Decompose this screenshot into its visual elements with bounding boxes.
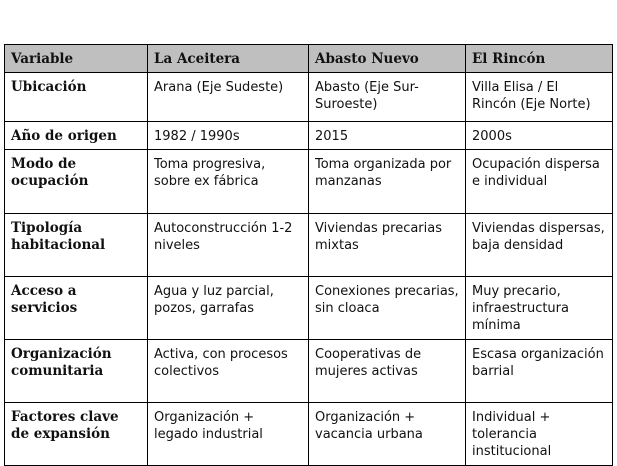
row-label-ubicacion: Ubicación <box>5 73 148 122</box>
table-cell: Cooperativas de mujeres activas <box>309 340 466 403</box>
table-cell: Arana (Eje Sudeste) <box>148 73 309 122</box>
table-cell: Conexiones precarias, sin cloaca <box>309 277 466 340</box>
table-cell: Organización + legado industrial <box>148 403 309 466</box>
table-row <box>5 150 613 214</box>
table-cell: Abasto (Eje Sur-Suroeste) <box>309 73 466 122</box>
table-cell: 2015 <box>309 122 466 150</box>
table-cell: Escasa organización barrial <box>466 340 613 403</box>
header-la-aceitera: La Aceitera <box>148 45 309 73</box>
row-label-modo: Modo de ocupación <box>5 150 148 214</box>
table-row <box>5 340 613 403</box>
table-cell: Autoconstrucción 1-2 niveles <box>148 214 309 277</box>
table-cell: Toma organizada por manzanas <box>309 150 466 214</box>
table-row <box>5 214 613 277</box>
table-row <box>5 403 613 466</box>
table-cell: 1982 / 1990s <box>148 122 309 150</box>
row-label-organizacion: Organización comunitaria <box>5 340 148 403</box>
table-cell: Organización + vacancia urbana <box>309 403 466 466</box>
row-label-acceso: Acceso a servicios <box>5 277 148 340</box>
table-cell: 2000s <box>466 122 613 150</box>
table-cell: Individual + tolerancia institucional <box>466 403 613 466</box>
comparison-table <box>4 44 613 466</box>
table-cell: Muy precario, infraestructura mínima <box>466 277 613 340</box>
header-abasto-nuevo: Abasto Nuevo <box>309 45 466 73</box>
table-cell: Viviendas dispersas, baja densidad <box>466 214 613 277</box>
table-row <box>5 277 613 340</box>
table-cell: Agua y luz parcial, pozos, garrafas <box>148 277 309 340</box>
header-el-rincon: El Rincón <box>466 45 613 73</box>
header-variable: Variable <box>5 45 148 73</box>
row-label-factores: Factores clave de expansión <box>5 403 148 466</box>
row-label-anio: Año de origen <box>5 122 148 150</box>
table-cell: Ocupación dispersa e individual <box>466 150 613 214</box>
table-cell: Activa, con procesos colectivos <box>148 340 309 403</box>
table-row <box>5 73 613 122</box>
table-cell: Toma progresiva, sobre ex fábrica <box>148 150 309 214</box>
table-body <box>5 73 613 466</box>
table-cell: Viviendas precarias mixtas <box>309 214 466 277</box>
table-row <box>5 122 613 150</box>
header-row <box>5 45 613 73</box>
row-label-tipologia: Tipología habitacional <box>5 214 148 277</box>
table-cell: Villa Elisa / El Rincón (Eje Norte) <box>466 73 613 122</box>
table-header <box>5 45 613 73</box>
